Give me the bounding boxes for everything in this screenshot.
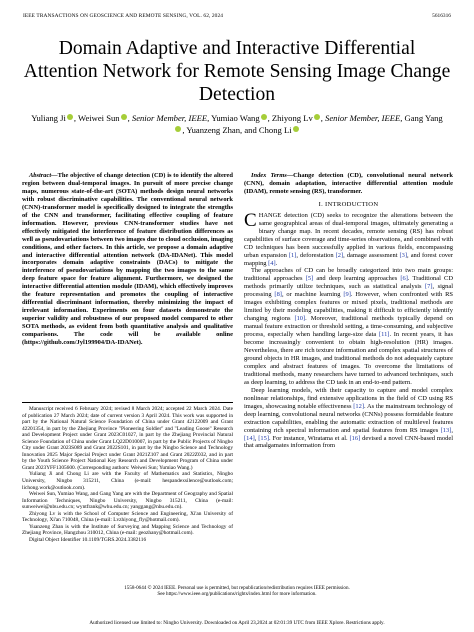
author-name: Yumiao Wang <box>211 113 260 123</box>
abstract <box>22 172 233 347</box>
orcid-icon[interactable] <box>314 114 320 120</box>
citation-link[interactable]: [9] <box>343 291 351 299</box>
citation-link[interactable]: [15] <box>258 434 269 442</box>
citation-link[interactable]: [16] <box>349 434 361 442</box>
footnote-doi: Digital Object Identifier 10.1109/TGRS.2024.3382116 <box>29 536 147 543</box>
citation-link[interactable]: [10] <box>294 315 306 323</box>
orcid-icon[interactable] <box>175 126 181 132</box>
index-terms-text: Change detection (CD), convolutional neural network (CNN), domain adaptation, interactive differential attention module (IDAM), remote sensing (RS), transformer. <box>244 172 453 195</box>
orcid-icon[interactable] <box>121 114 127 120</box>
intro-paragraph: The approaches of CD can be broadly categorized into two main groups: traditional approaches [5] and deep learning approaches [6]. Traditional CD methods primarily utilize techniques, such as statistical analysis [7], signal processing [8], or machine learning [9]. However, when confronted with RS images exhibiting complex features or mixed pixels, traditional methods are limited by their modeling capabilities, making it difficult to efficiently identify changing regions [10]. Moreover, traditional methods typically depend on manual feature extraction or threshold setting, a time-consuming, and subjective process, especially when handling large-size data [11]. In recent years, it has become increasingly convenient to obtain high-resolution (HR) images. Nevertheless, there are rich texture information and complex spatial structures of ground objects in HR images, and traditional methods do not adequately capture complex and abstract features of images. To overcome the limitations of traditional methods, many researchers have turned to advanced techniques, such as deep learning, to address the CD task in an end-to-end pattern. <box>244 267 453 386</box>
author-name: Zhiyong Lv <box>271 113 313 123</box>
citation-link[interactable]: [4] <box>268 259 276 267</box>
orcid-icon[interactable] <box>293 126 299 132</box>
citation-link[interactable]: [11] <box>378 331 390 339</box>
author-list: Yuliang Ji , Weiwei Sun , Senior Member, IEEE, Yumiao Wang , Zhiyong Lv , Senior Member, IEEE, Gang Yang, Yuanzeng Zhan, and Chong Li <box>31 113 443 135</box>
citation-link[interactable]: [6] <box>400 275 408 283</box>
copyright-line: 1558-0644 © 2024 IEEE. Personal use is permitted, but republication/redistribution requires IEEE permission. <box>124 585 350 591</box>
citation-link[interactable]: [8] <box>274 291 282 299</box>
section-heading: I. INTRODUCTION <box>318 200 379 208</box>
author-membership: Senior Member, IEEE <box>131 113 208 123</box>
orcid-icon[interactable] <box>67 114 73 120</box>
copyright-notice <box>0 585 474 598</box>
author-name: Yuanzeng Zhan <box>186 124 241 135</box>
drop-cap: C <box>244 209 257 231</box>
author-name: Chong Li <box>258 124 292 135</box>
page-number: 5616316 <box>432 13 451 19</box>
abstract-text: The objective of change detection (CD) is to identify the altered region between dual-temporal images. In pursuit of more precise change maps, numerous state-of-the-art (SOTA) methods design neural networks with robust discriminative capabilities. The conventional neural network (CNN)-transformer model is specifically designed to integrate the strengths of the CNN and transformer, facilitating effective coupling of feature information. However, previous CNN-transformer studies have not effectively mitigated the interference of feature distribution differences as well as pseudovariations between two images due to cloud occlusion, imaging conditions, and other factors. In this article, we propose a domain adaptive and interactive differential attention network (DA-IDANet). This model incorporates domain adaptive constraints (DACs) to mitigate the interference of pseudovariations by mapping the two images to the same deep feature space for feature alignment. Furthermore, we designed the interactive differential attention module (IDAM), which effectively improves the feature representation and promotes the coupling of interactive differential discriminant information, thereby minimizing the impact of irrelevant information. Experiments on four datasets demonstrate the superior validity and robustness of our proposed model compared to other SOTA methods, as evident from both quantitative analysis and qualitative comparisons. The code will be available online (https://github.com/Jyl199904/DA-IDANet). <box>22 172 233 347</box>
footnote-affiliation: Yuliang Ji and Chong Li are with the Faculty of Mathematics and Statistics, Ningbo University, Ningbo 315211, China (e-mail: hespandexsilence@outlook.com; lichong.work@outlook.com). <box>22 471 233 491</box>
citation-link[interactable]: [14] <box>244 434 255 442</box>
running-header <box>23 13 451 23</box>
intro-paragraph: CHANGE detection (CD) seeks to recognize the alterations between the same geographical areas of dual-temporal images, ultimately generating a binary change map. In recent decades, remote sensing (RS) has robust capabilities of surface coverage and time-series observations, and combined with CD techniques has been successfully applied in various fields, encompassing urban expansion [1], deforestation [2], damage assessment [3], and forest cover mapping [4]. <box>244 209 454 267</box>
footnote-affiliation: Yuanzeng Zhan is with the Institute of Surveying and Mapping Science and Technology of Zhejiang Province, Hangzhou 310012, China (e-mail: geozhany@hotmail.com). <box>22 523 233 537</box>
abstract-label: Abstract— <box>29 172 58 179</box>
paper-title: Domain Adaptive and Interactive Differential Attention Network for Remote Sensing Image Change Detection <box>23 38 451 105</box>
permissions-line: See https://www.ieee.org/publications/rights/index.html for more information. <box>157 591 317 598</box>
footnote-affiliation: Zhiyong Lv is with the School of Computer Science and Engineering, Xi'an University of Technology, Xi'an 710048, China (e-mail: Lvzhiyong_fly@hotmail.com). <box>22 510 233 524</box>
citation-link[interactable]: [2] <box>335 251 344 259</box>
citation-link[interactable]: [13] <box>440 426 452 434</box>
journal-name: IEEE TRANSACTIONS ON GEOSCIENCE AND REMOTE SENSING, VOL. 62, 2024 <box>23 13 224 19</box>
author-name: Yuliang Ji <box>31 113 66 123</box>
footnote-rule <box>22 402 233 403</box>
author-name: Gang Yang <box>404 113 443 123</box>
orcid-icon[interactable] <box>261 114 267 120</box>
index-terms <box>244 172 453 196</box>
author-name: Weiwei Sun <box>78 113 120 123</box>
intro-paragraph: Deep learning models, with their capacity to capture and model complex nonlinear relationships, find extensive applications in the field of CD using RS images, showcasing notable effectiveness [12]. As the mainstream technology of deep learning, convolutional neural networks (CNNs) possess formidable feature extraction capabilities, enabling the automatic extraction of multilevel features containing rich spectral information and spatial features from RS images [13], [14], [15]. For instance, Wiratama et al. [16] devised a novel CNN-based model that amalgamates information from <box>244 386 454 450</box>
right-column <box>244 172 453 450</box>
citation-link[interactable]: [3] <box>399 251 408 259</box>
index-terms-label: Index Terms— <box>251 172 294 179</box>
footnote-manuscript: Manuscript received 6 February 2024; revised 8 March 2024; accepted 22 March 2024. Date of publication 27 March 2024; date of current version 3 April 2024. This work was supported in part by the National Natural Science Foundation of China under Grant 42122009 and Grant 42201354, in part by the Zhejiang Province "Pioneering Soldier" and "Leading Goose" Research and Development Project under Grant 2023C01027, in part by the Zhejiang Provincial Natural Science Foundation of China under Grant LQ22D010007, in part by the Public Projects of Ningbo City under Grant 2023S089 and Grant 2022S101, in part by the Ningbo Science and Technology Innovation 2025 Major Special Project under Grant 2021Z107 and Grant 2022Z032, and in part by the Youth Science Project National Key Research and Development Program of China under Grant 2023YFF1305600. (Corresponding authors: Weiwei Sun; Yumiao Wang.) <box>22 406 233 471</box>
citation-link[interactable]: [7] <box>425 283 433 291</box>
download-notice: Authorized licensed use limited to: Ningbo University. Downloaded on April 23,2024 at 02:01:39 UTC from IEEE Xplore. Restrictions apply. <box>89 620 385 626</box>
author-membership: Senior Member, IEEE <box>325 113 401 123</box>
footnotes <box>22 406 233 543</box>
footnote-affiliation: Weiwei Sun, Yumiao Wang, and Gang Yang are with the Department of Geography and Spatial Information Techniques, Ningbo University, Ningbo 315211, China (e-mail: sunweiwei@nbu.edu.cn; wyntfrank@whu.edu.cn; yanggang@nbu.edu.cn). <box>22 491 233 511</box>
citation-link[interactable]: [12] <box>353 402 365 410</box>
citation-link[interactable]: [1] <box>288 251 297 259</box>
citation-link[interactable]: [5] <box>305 275 314 283</box>
